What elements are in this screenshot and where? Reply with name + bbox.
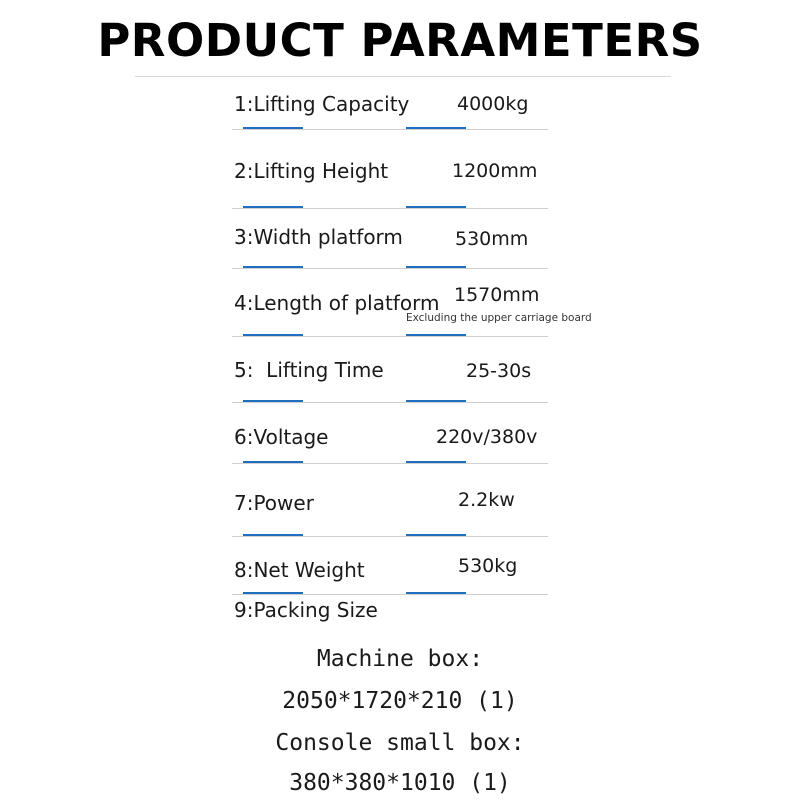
param-value: 25-30s bbox=[466, 360, 532, 382]
param-label: 8:Net Weight bbox=[234, 558, 365, 582]
param-label: 6:Voltage bbox=[234, 425, 329, 449]
param-label: 5: Lifting Time bbox=[234, 358, 384, 382]
param-value: 530mm bbox=[455, 228, 529, 250]
param-value: 1200mm bbox=[452, 160, 538, 182]
row-divider bbox=[232, 463, 548, 464]
param-label: 3:Width platform bbox=[234, 225, 403, 249]
row-divider bbox=[232, 208, 548, 209]
page-title: PRODUCT PARAMETERS bbox=[97, 14, 703, 67]
row-divider bbox=[232, 336, 548, 337]
row-divider bbox=[232, 536, 548, 537]
param-value: 530kg bbox=[458, 555, 518, 577]
param-value: 2.2kw bbox=[458, 489, 515, 511]
title-divider bbox=[135, 76, 671, 77]
console-box-label: Console small box: bbox=[275, 730, 525, 756]
row-divider bbox=[232, 594, 548, 595]
param-label: 7:Power bbox=[234, 491, 314, 515]
row-divider bbox=[232, 402, 548, 403]
param-label: 2:Lifting Height bbox=[234, 159, 389, 183]
console-box-size: 380*380*1010 (1) bbox=[289, 770, 511, 796]
machine-box-size: 2050*1720*210 (1) bbox=[282, 688, 518, 714]
param-value: 1570mm bbox=[454, 284, 540, 306]
param-note: Excluding the upper carriage board bbox=[406, 312, 592, 324]
param-label: 1:Lifting Capacity bbox=[234, 92, 410, 116]
param-label: 9:Packing Size bbox=[234, 598, 378, 622]
param-value: 220v/380v bbox=[436, 426, 538, 448]
param-label: 4:Length of platform bbox=[234, 291, 440, 315]
machine-box-label: Machine box: bbox=[316, 646, 484, 672]
row-divider bbox=[232, 268, 548, 269]
param-value: 4000kg bbox=[457, 93, 529, 115]
row-divider bbox=[232, 129, 548, 130]
